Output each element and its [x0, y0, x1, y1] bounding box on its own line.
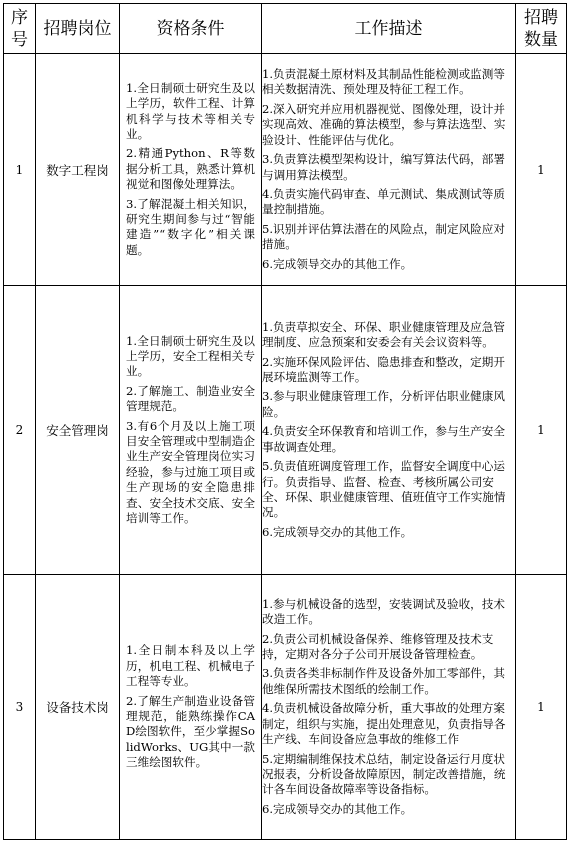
header-position: 招聘岗位 — [36, 4, 120, 54]
row-description — [262, 54, 516, 286]
row-count: 1 — [516, 575, 567, 840]
requirement-item: 2.精通Python、R等数据分析工具，熟悉计算机视觉和图像处理算法。 — [126, 146, 255, 192]
row-requirements — [120, 54, 262, 286]
requirement-item: 1.全日制硕士研究生及以上学历，软件工程、计算机科学与技术等相关专业。 — [126, 80, 255, 141]
row-position: 数字工程岗 — [36, 54, 120, 286]
description-item: 4.负责安全环保教育和培训工作，参与生产安全事故调查处理。 — [262, 424, 505, 454]
description-item: 4.负责机械设备故障分析，重大事故的处理方案制定，组织与实施，提出处理意见，负责指导各生产线、车间设备应急事故的维修工作 — [262, 701, 506, 747]
row-no: 1 — [4, 54, 36, 286]
header-description: 工作描述 — [262, 4, 516, 54]
description-item: 5.识别并评估算法潜在的风险点，制定风险应对措施。 — [262, 221, 505, 252]
row-description — [262, 286, 516, 575]
description-item: 6.完成领导交办的其他工作。 — [262, 524, 413, 539]
requirement-item: 3.了解混凝土相关知识，研究生期间参与过“智能建造”“数字化”相关课题。 — [126, 196, 255, 257]
requirement-item: 1.全日制硕士研究生及以上学历，安全工程相关专业。 — [126, 333, 255, 379]
description-item: 6.完成领导交办的其他工作。 — [262, 256, 413, 271]
row-position: 设备技术岗 — [36, 575, 120, 840]
table-row — [4, 54, 567, 286]
row-description — [262, 575, 516, 840]
description-item: 2.深入研究并应用机器视觉、图像处理，设计并实现高效、准确的算法模型，参与算法选型、实验设计、性能评估与优化。 — [262, 101, 506, 147]
requirement-item: 3.有6个月及以上施工项目安全管理或中型制造企业生产安全管理岗位实习经验，参与过施工项目或生产现场的安全隐患排查、安全技术交底、安全培训等工作。 — [126, 418, 255, 526]
description-item: 1.负责混凝土原材料及其制品性能检测或监测等相关数据清洗、预处理及特征工程工作。 — [262, 67, 505, 97]
description-item: 3.参与职业健康管理工作，分析评估职业健康风险。 — [262, 389, 505, 419]
description-item: 5.负责值班调度管理工作，监督安全调度中心运行。负责指导、监督、检查、考核所属公司安全、环保、职业健康管理、值班值守工作实施情况。 — [262, 459, 506, 520]
header-no: 序号 — [4, 4, 36, 54]
requirement-item: 1.全日制本科及以上学历，机电工程、机械电子工程等专业。 — [126, 643, 255, 689]
description-item: 5.定期编制维保技术总结，制定设备运行月度状况报表，分析设备故障原因，制定改善措施，统计各车间设备故障率等设备指标。 — [262, 751, 506, 797]
row-requirements — [120, 575, 262, 840]
requirement-item: 2.了解生产制造业设备管理规范，能熟练操作CAD绘图软件，至少掌握SolidWorks、UG其中一款三维绘图软件。 — [126, 693, 255, 770]
description-item: 3.负责各类非标制作件及设备外加工零部件，其他维保所需技术图纸的绘制工作。 — [262, 666, 505, 696]
row-no: 3 — [4, 575, 36, 840]
row-count: 1 — [516, 54, 567, 286]
description-item: 3.负责算法模型架构设计，编写算法代码，部署与调用算法模型。 — [262, 152, 505, 182]
description-item: 2.负责公司机械设备保养、维修管理及技术支持，定期对各分子公司开展设备管理检查。 — [262, 631, 494, 662]
description-item: 4.负责实施代码审查、单元测试、集成测试等质量控制措施。 — [262, 186, 505, 217]
header-requirements: 资格条件 — [120, 4, 262, 54]
row-no: 2 — [4, 286, 36, 575]
description-item: 1.参与机械设备的选型，安装调试及验收，技术改造工作。 — [262, 596, 505, 627]
description-item: 1.负责草拟安全、环保、职业健康管理及应急管理制度、应急预案和安委会有关会议资料等。 — [262, 319, 505, 350]
header-count: 招聘数量 — [516, 4, 567, 54]
row-position: 安全管理岗 — [36, 286, 120, 575]
table-row — [4, 575, 567, 840]
row-count: 1 — [516, 286, 567, 575]
row-requirements — [120, 286, 262, 575]
requirement-item: 2.了解施工、制造业安全管理规范。 — [126, 383, 255, 414]
recruitment-table — [3, 3, 567, 840]
description-item: 2.实施环保风险评估、隐患排查和整改，定期开展环境监测等工作。 — [262, 354, 505, 385]
header-row — [4, 4, 567, 54]
table-row — [4, 286, 567, 575]
description-item: 6.完成领导交办的其他工作。 — [262, 801, 413, 816]
